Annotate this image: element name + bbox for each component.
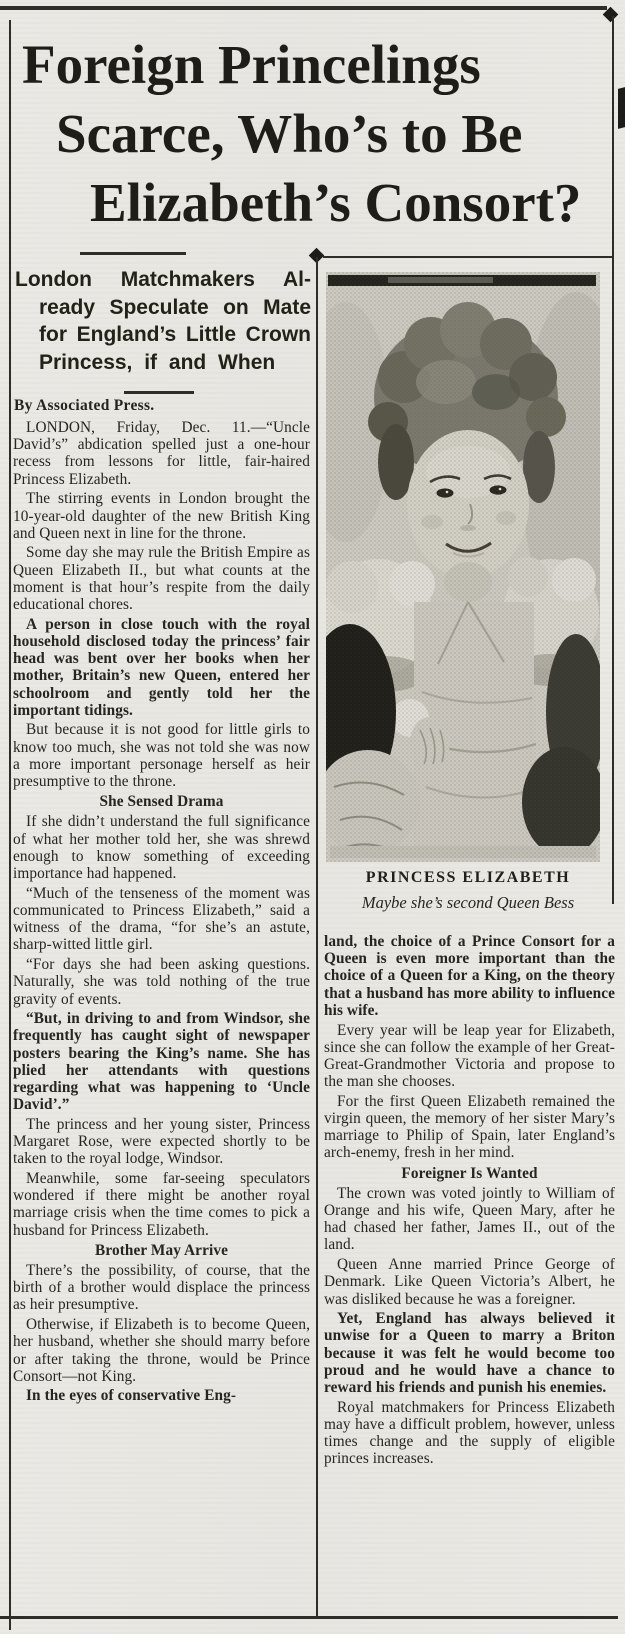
headline-line-3: Elizabeth’s Consort? — [90, 172, 582, 233]
left-column-rule — [9, 20, 11, 1630]
column-divider — [316, 257, 318, 1618]
deck-line-2: ready Speculate on Mate — [39, 295, 311, 319]
deck-line-3: for England’s Little Crown — [39, 323, 311, 346]
headline — [16, 30, 610, 237]
article-paragraph: “Much of the tenseness of the moment was communicated to Princess Elizabeth,” said a witness of the drama, “for she’s an astute, sharp-witted little girl. — [13, 884, 310, 954]
article-paragraph: Royal matchmakers for Princess Elizabeth may have a difficult problem, however, unless times change and the supply of eligible princes increases. — [324, 1398, 615, 1468]
article-paragraph-bold: In the eyes of conservative Eng- — [26, 1387, 237, 1405]
article-paragraph: “For days she had been asking questions. Naturally, she was told nothing of the true gravity of events. — [13, 956, 310, 1008]
deck-line-4: Princess, if and When — [39, 350, 276, 374]
scan-edge-artifact — [618, 87, 625, 129]
article-paragraph: Meanwhile, some far-seeing speculators wondered if there might be another royal marriage crisis when the time comes to pick a husband for Princess Elizabeth. — [13, 1170, 310, 1239]
article-paragraph: The princess and her young sister, Princess Margaret Rose, were expected shortly to be taken to the royal lodge, Windsor. — [13, 1115, 310, 1168]
article-paragraph-bold: land, the choice of a Prince Consort for a Queen is even more important than the choice of a Queen for a King, on the theory that a husband has more ability to influence his wife. — [324, 933, 615, 1019]
article-right-column — [324, 933, 615, 1613]
article-paragraph-bold: A person in close touch with the royal household disclosed today the princess’ fair head was bent over her books when her mother, Britain’s new Queen, entered her schoolroom and gently told her the important tidings. — [13, 615, 310, 719]
article-paragraph: But because it is not good for little girls to know too much, she was not told she was now a more important personage herself as heir presumptive to the throne. — [13, 721, 310, 791]
deck-underline — [124, 391, 194, 394]
article-paragraph: The stirring events in London brought the 10-year-old daughter of the new British King and Queen next in line for the throne. — [13, 490, 310, 542]
bottom-rule — [0, 1616, 618, 1619]
right-column-rule — [612, 16, 614, 904]
article-paragraph: For the first Queen Elizabeth remained the virgin queen, the memory of her sister Mary’s marriage to Philip of Spain, later England’s arch-enemy, fresh in her mind. — [324, 1092, 615, 1162]
photo-caption-title: PRINCESS ELIZABETH — [365, 869, 571, 886]
halftone-portrait-graphic — [326, 272, 600, 862]
article-paragraph: The crown was voted jointly to William of Orange and his wife, Queen Mary, after he had chased her father, James II., out of the land. — [324, 1184, 615, 1254]
byline: By Associated Press. — [14, 397, 155, 414]
article-paragraph: Otherwise, if Elizabeth is to become Queen, her husband, whether she should marry before or after taking the throne, would be Prince Consort—not King. — [13, 1316, 310, 1385]
article-paragraph-bold: “But, in driving to and from Windsor, she frequently has caught sight of newspaper posters bearing the King’s name. She has plied her attendants with questions regarding what was happening to ‘Uncle David’.” — [13, 1010, 310, 1114]
photo-top-rule — [323, 256, 612, 258]
headline-line-2: Scarce, Who’s to Be — [56, 103, 523, 164]
section-subhead: Brother May Arrive — [95, 1241, 228, 1259]
princess-elizabeth-photo — [326, 272, 600, 862]
headline-underline — [80, 252, 186, 255]
article-paragraph: There’s the possibility, of course, that the birth of a brother would displace the princess as heir presumptive. — [13, 1262, 310, 1314]
deck-subheadline — [15, 266, 311, 376]
article-paragraph: Every year will be leap year for Elizabeth, since she can follow the example of her Great-Great-Grandmother Victoria and propose to the man she chooses. — [324, 1021, 615, 1091]
article-paragraph-bold: Yet, England has always believed it unwise for a Queen to marry a Briton because it was felt he would become too proud and he would have a chance to reward his friends and punish his enemies. — [324, 1310, 615, 1397]
photo-caption-subtitle: Maybe she’s second Queen Bess — [361, 893, 575, 912]
section-subhead: Foreigner Is Wanted — [401, 1164, 538, 1182]
deck-line-1: London Matchmakers Al- — [15, 268, 311, 291]
article-left-column — [13, 419, 310, 1613]
article-paragraph: If she didn’t understand the full significance of what her mother told her, she was shrewd enough to know something of exceeding importance had happened. — [13, 813, 310, 883]
article-paragraph: Queen Anne married Prince George of Denmark. Like Queen Victoria’s Albert, he was disliked because he was a foreigner. — [324, 1256, 615, 1308]
headline-line-1: Foreign Princelings — [22, 34, 481, 95]
article-paragraph: LONDON, Friday, Dec. 11.—“Uncle David’s” abdication spelled just a one-hour recess from lessons for little, fair-haired Princess Elizabeth. — [13, 419, 310, 488]
top-rule — [0, 6, 607, 10]
article-paragraph: Some day she may rule the British Empire as Queen Elizabeth II., but what counts at the moment is that hour’s respite from the daily educational chores. — [13, 544, 310, 614]
section-subhead: She Sensed Drama — [99, 793, 224, 811]
